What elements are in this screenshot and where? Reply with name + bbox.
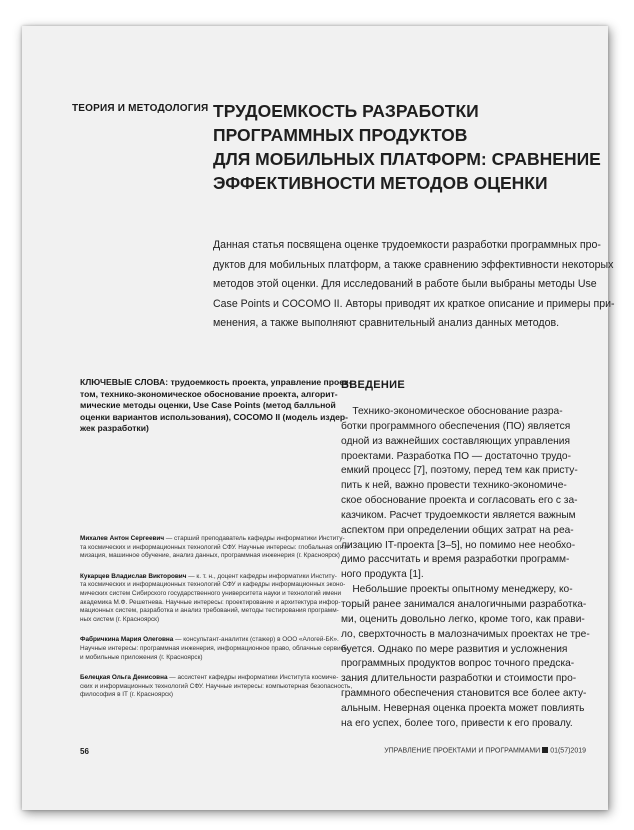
author-bio-line: — старший преподаватель кафедры информатики Институ- — [164, 535, 345, 542]
author-bio-line: та космических и информационных технологий СФУ и кафедры информационных эконо- — [80, 581, 346, 589]
author-bio-line: ских и информационных технологий СФУ. Научные интересы: компьютерная безопасность, — [80, 682, 353, 690]
author-name: Белецкая Ольга Денисовна — [80, 674, 168, 682]
body-line: казчиком. Расчет трудоемкости является важным — [341, 509, 576, 521]
author-note — [80, 636, 349, 662]
author-notes — [80, 535, 353, 712]
body-line: ское обоснование проекта и согласовать его с за- — [341, 495, 578, 507]
author-note — [80, 572, 346, 625]
body-line: ми, оценить довольно легко, кроме того, как прави- — [341, 613, 585, 625]
author-bio-line: философия в IT (г. Красноярск) — [80, 691, 174, 699]
body-line: на его успех, более того, привести к его провалу. — [341, 717, 573, 729]
body-line: лизацию IT-проекта [3–5], но помимо нее необхо- — [341, 539, 576, 551]
introduction-body — [341, 405, 590, 732]
section-label: ТЕОРИЯ И МЕТОДОЛОГИЯ — [72, 103, 209, 114]
author-bio-line: ных систем (г. Красноярск) — [80, 615, 160, 623]
body-line: зания длительности разработки и стоимости про- — [341, 673, 577, 685]
author-bio-line: мационных систем, разработка и анализ требований, методы тестирования программ- — [80, 607, 339, 615]
author-name: Кукарцев Владислав Викторович — [80, 572, 187, 580]
section-heading-introduction: ВВЕДЕНИЕ — [341, 379, 405, 391]
body-line: Небольшие проекты опытному менеджеру, ко- — [341, 584, 573, 596]
journal-name: УПРАВЛЕНИЕ ПРОЕКТАМИ И ПРОГРАММАМИ — [384, 747, 541, 755]
author-bio-line: — к. т. н., доцент кафедры информатики Институ- — [186, 572, 337, 580]
keywords — [80, 377, 352, 435]
body-line: буется. Однако по мере развития и усложнения — [341, 643, 568, 655]
body-line: димо рассчитать и время разработки программ- — [341, 554, 570, 566]
body-line: ло, сверхточность в малозначимых проектах не тре- — [341, 628, 590, 640]
title-line: ДЛЯ МОБИЛЬНЫХ ПЛАТФОРМ: СРАВНЕНИЕ — [213, 149, 601, 169]
body-line: ботки программного обеспечения (ПО) является — [341, 420, 571, 432]
keywords-line: том, технико-экономическое обоснование проекта, алгорит- — [80, 388, 338, 399]
body-line: граммного обеспечения становится все более акту- — [341, 688, 587, 700]
body-line: емкий процесс [7], поэтому, перед тем как присту- — [341, 465, 578, 477]
author-note — [80, 674, 353, 700]
author-bio-line: академика М.Ф. Решетнева. Научные интересы: проектирование и архитектура инфор- — [80, 598, 341, 606]
abstract-line: методов этой оценки. Для исследований в работе были выбраны методы Use — [213, 278, 597, 290]
article-title — [213, 99, 601, 195]
abstract-line: менения, а также выполняют сравнительный анализ данных методов. — [213, 317, 560, 329]
author-note — [80, 535, 350, 561]
body-line: Технико-экономическое обоснование разра- — [341, 406, 563, 417]
title-line: ТРУДОЕМКОСТЬ РАЗРАБОТКИ — [213, 101, 479, 121]
issue-number: 01(57)2019 — [550, 747, 586, 755]
author-bio-line: — консультант-аналитик (стажер) в ООО «Алогей-БК». — [173, 636, 339, 644]
body-line: пить к ней, важно провести технико-экономиче- — [341, 480, 567, 492]
page-number: 56 — [80, 747, 89, 756]
author-bio-line: та космических и информационных технологий СФУ. Научные интересы: глобальная опти- — [80, 543, 350, 551]
abstract-line: Case Points и COCOMO II. Авторы приводят их краткое описание и примеры при- — [213, 297, 615, 310]
title-line: ПРОГРАММНЫХ ПРОДУКТОВ — [213, 125, 468, 145]
running-footer — [370, 747, 586, 755]
author-name: Фабричкина Мария Олеговна — [80, 636, 174, 644]
title-line: ЭФФЕКТИВНОСТИ МЕТОДОВ ОЦЕНКИ — [213, 173, 548, 193]
body-line: аспектом при определении общих затрат на реа- — [341, 524, 574, 536]
author-bio-line: и мобильные приложения (г. Красноярск) — [80, 653, 203, 661]
square-bullet-icon — [542, 747, 548, 753]
body-line: одной из важнейших составляющих управления — [341, 435, 570, 447]
body-line: торый ранее занимался аналогичными разработка- — [341, 598, 587, 610]
keywords-line: мические методы оценки, Use Case Points (метод балльной — [80, 400, 336, 411]
body-line: альным. Неверная оценка проекта может повлиять — [341, 702, 585, 714]
abstract — [213, 236, 615, 334]
author-bio-line: — ассистент кафедры информатики Института космиче- — [167, 674, 339, 682]
author-bio-line: Научные интересы: программная инженерия, информационное право, облачные сервисы — [80, 644, 349, 652]
abstract-line: дуктов для мобильных платформ, а также сравнению эффективности некоторых — [213, 258, 614, 271]
body-line: программных продуктов вопрос точного предска- — [341, 658, 575, 670]
body-line: проектами. Разработка ПО — достаточно трудо- — [341, 450, 571, 462]
keywords-line: оценки вариантов использования), COCOMO II (модель издер- — [80, 411, 349, 422]
author-bio-line: мизация, машинное обучение, анализ данных, программная инженерия (г. Красноярск) — [80, 552, 340, 560]
author-name: Михалев Антон Сергеевич — [80, 535, 165, 542]
abstract-line: Данная статья посвящена оценке трудоемкости разработки программных про- — [213, 239, 601, 251]
keywords-line: жек разработки) — [80, 423, 149, 434]
body-line: ного продукта [1]. — [341, 569, 424, 581]
author-bio-line: мических систем Сибирского государственного университета науки и технологий имени — [80, 589, 342, 597]
keywords-line: КЛЮЧЕВЫЕ СЛОВА: трудоемкость проекта, управление проек- — [80, 377, 352, 387]
